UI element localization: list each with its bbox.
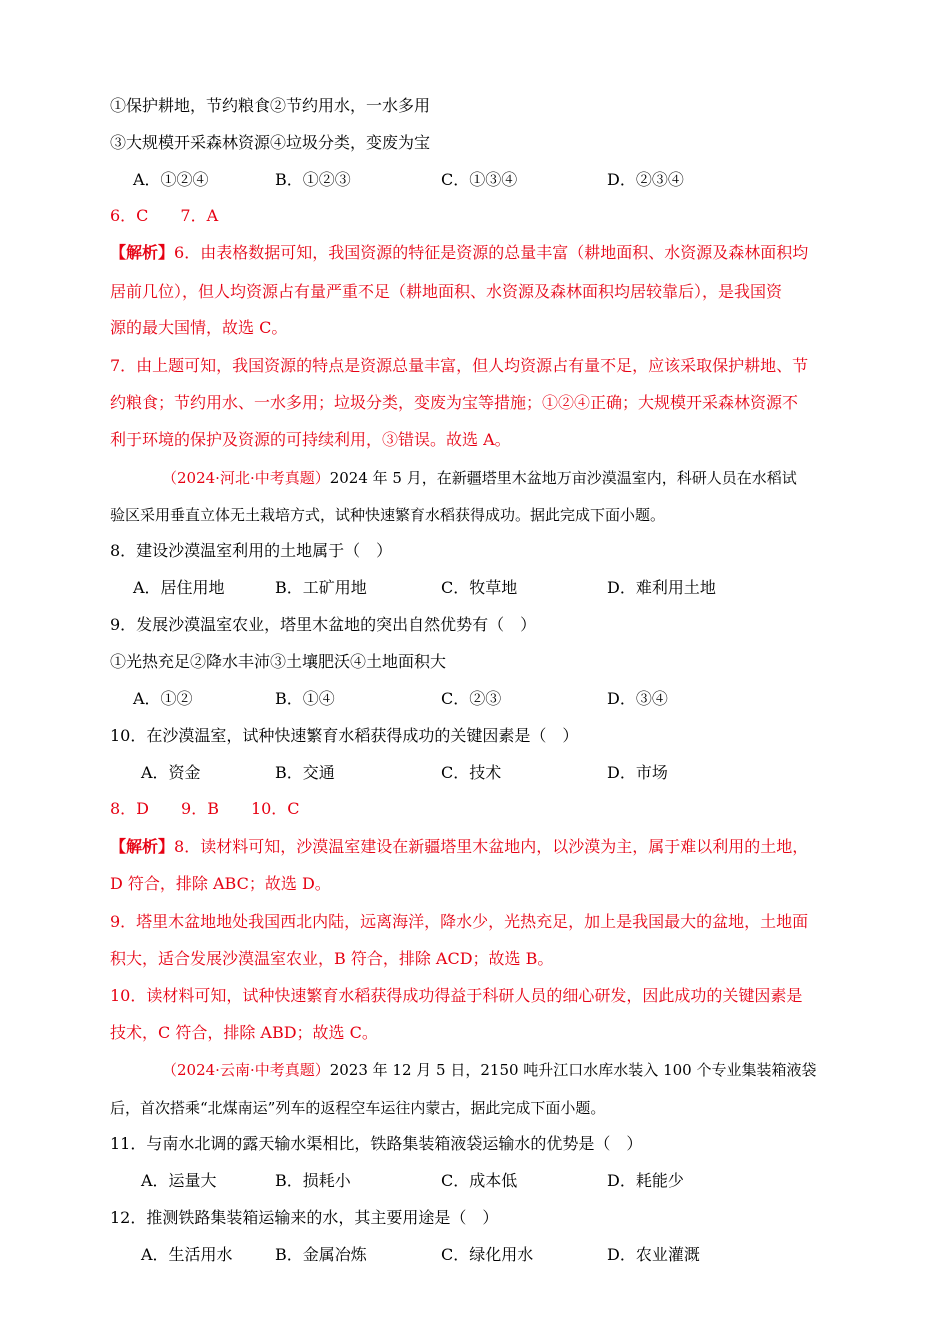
q8-stem: 8．建设沙漠温室利用的土地属于（ ） <box>110 541 393 560</box>
option-a: A．居住用地 <box>133 578 225 597</box>
analysis-10-line1: 10．读材料可知，试种快速繁育水稻获得成功得益于科研人员的细心研发，因此成功的关键因素是 <box>110 986 803 1005</box>
analysis-text: 6．由表格数据可知，我国资源的特征是资源的总量丰富（耕地面积、水资源及森林面积均 <box>174 243 809 262</box>
option-d: D．市场 <box>607 763 668 782</box>
analysis-10-line2: 技术，C 符合，排除 ABD；故选 C。 <box>110 1023 378 1042</box>
q12-stem: 12．推测铁路集装箱运输来的水，其主要用途是（ ） <box>110 1208 499 1227</box>
option-a: A．①②④ <box>133 170 209 189</box>
q9-items: ①光热充足②降水丰沛③土壤肥沃④土地面积大 <box>110 652 447 671</box>
option-d: D．②③④ <box>607 170 684 189</box>
analysis-6-line2: 居前几位），但人均资源占有量严重不足（耕地面积、水资源及森林面积均居较靠后），是我国资 <box>110 282 783 301</box>
option-a: A．①② <box>133 689 193 708</box>
analysis-9-line2: 积大，适合发展沙漠温室农业，B 符合，排除 ACD；故选 B。 <box>110 949 554 968</box>
answers-6-7: 6．C 7．A <box>110 206 219 225</box>
material-text: 2024 年 5 月，在新疆塔里木盆地万亩沙漠温室内，科研人员在水稻试 <box>329 469 797 487</box>
analysis-tag: 【解析】 <box>110 837 175 856</box>
option-c: C．①③④ <box>441 170 518 189</box>
analysis-7-line2: 约粮食；节约用水、一水多用；垃圾分类，变废为宝等措施；①②④正确；大规模开采森林资源不 <box>110 393 799 412</box>
option-c: C．成本低 <box>441 1171 518 1190</box>
source-label: （2024·云南·中考真题） <box>162 1061 330 1079</box>
material-yunnan-line1 <box>162 1060 816 1080</box>
material-hebei-line1 <box>162 468 797 488</box>
option-d: D．难利用土地 <box>607 578 716 597</box>
q7-items-line1: ①保护耕地，节约粮食②节约用水，一水多用 <box>110 96 431 115</box>
material-text: 2023 年 12 月 5 日，2150 吨升江口水库水装入 100 个专业集装箱液袋 <box>329 1061 817 1079</box>
option-b: B．损耗小 <box>275 1171 351 1190</box>
analysis-9-line1: 9．塔里木盆地地处我国西北内陆，远离海洋，降水少，光热充足，加上是我国最大的盆地，土地面 <box>110 912 809 931</box>
option-a: A．资金 <box>141 763 201 782</box>
option-d: D．农业灌溉 <box>607 1245 700 1264</box>
option-b: B．工矿用地 <box>275 578 367 597</box>
q10-stem: 10．在沙漠温室，试种快速繁育水稻获得成功的关键因素是（ ） <box>110 726 579 745</box>
analysis-6-line1 <box>110 243 808 263</box>
answers-8-10: 8．D 9．B 10．C <box>110 799 300 818</box>
q9-stem: 9．发展沙漠温室农业，塔里木盆地的突出自然优势有（ ） <box>110 615 537 634</box>
option-d: D．耗能少 <box>607 1171 684 1190</box>
option-b: B．交通 <box>275 763 335 782</box>
analysis-7-line3: 利于环境的保护及资源的可持续利用，③错误。故选 A。 <box>110 430 511 449</box>
analysis-text: 8．读材料可知，沙漠温室建设在新疆塔里木盆地内，以沙漠为主，属于难以利用的土地， <box>174 837 809 856</box>
analysis-8-line1 <box>110 837 808 857</box>
source-label: （2024·河北·中考真题） <box>162 469 330 487</box>
option-a: A．运量大 <box>141 1171 217 1190</box>
material-hebei-line2: 验区采用垂直立体无土栽培方式，试种快速繁育水稻获得成功。据此完成下面小题。 <box>110 506 666 524</box>
option-b: B．金属冶炼 <box>275 1245 367 1264</box>
material-yunnan-line2: 后，首次搭乘“北煤南运”列车的返程空车运往内蒙古，据此完成下面小题。 <box>110 1099 606 1117</box>
option-a: A．生活用水 <box>141 1245 233 1264</box>
q11-stem: 11．与南水北调的露天输水渠相比，铁路集装箱液袋运输水的优势是（ ） <box>110 1134 643 1153</box>
option-b: B．①④ <box>275 689 335 708</box>
option-c: C．绿化用水 <box>441 1245 534 1264</box>
option-d: D．③④ <box>607 689 668 708</box>
analysis-6-line3: 源的最大国情，故选 C。 <box>110 318 288 337</box>
option-c: C．牧草地 <box>441 578 518 597</box>
option-c: C．②③ <box>441 689 502 708</box>
analysis-tag: 【解析】 <box>110 243 175 262</box>
analysis-8-line2: D 符合，排除 ABC；故选 D。 <box>110 874 331 893</box>
analysis-7-line1: 7．由上题可知，我国资源的特点是资源总量丰富，但人均资源占有量不足，应该采取保护耕地、节 <box>110 356 809 375</box>
option-b: B．①②③ <box>275 170 351 189</box>
q7-items-line2: ③大规模开采森林资源④垃圾分类，变废为宝 <box>110 133 431 152</box>
option-c: C．技术 <box>441 763 502 782</box>
